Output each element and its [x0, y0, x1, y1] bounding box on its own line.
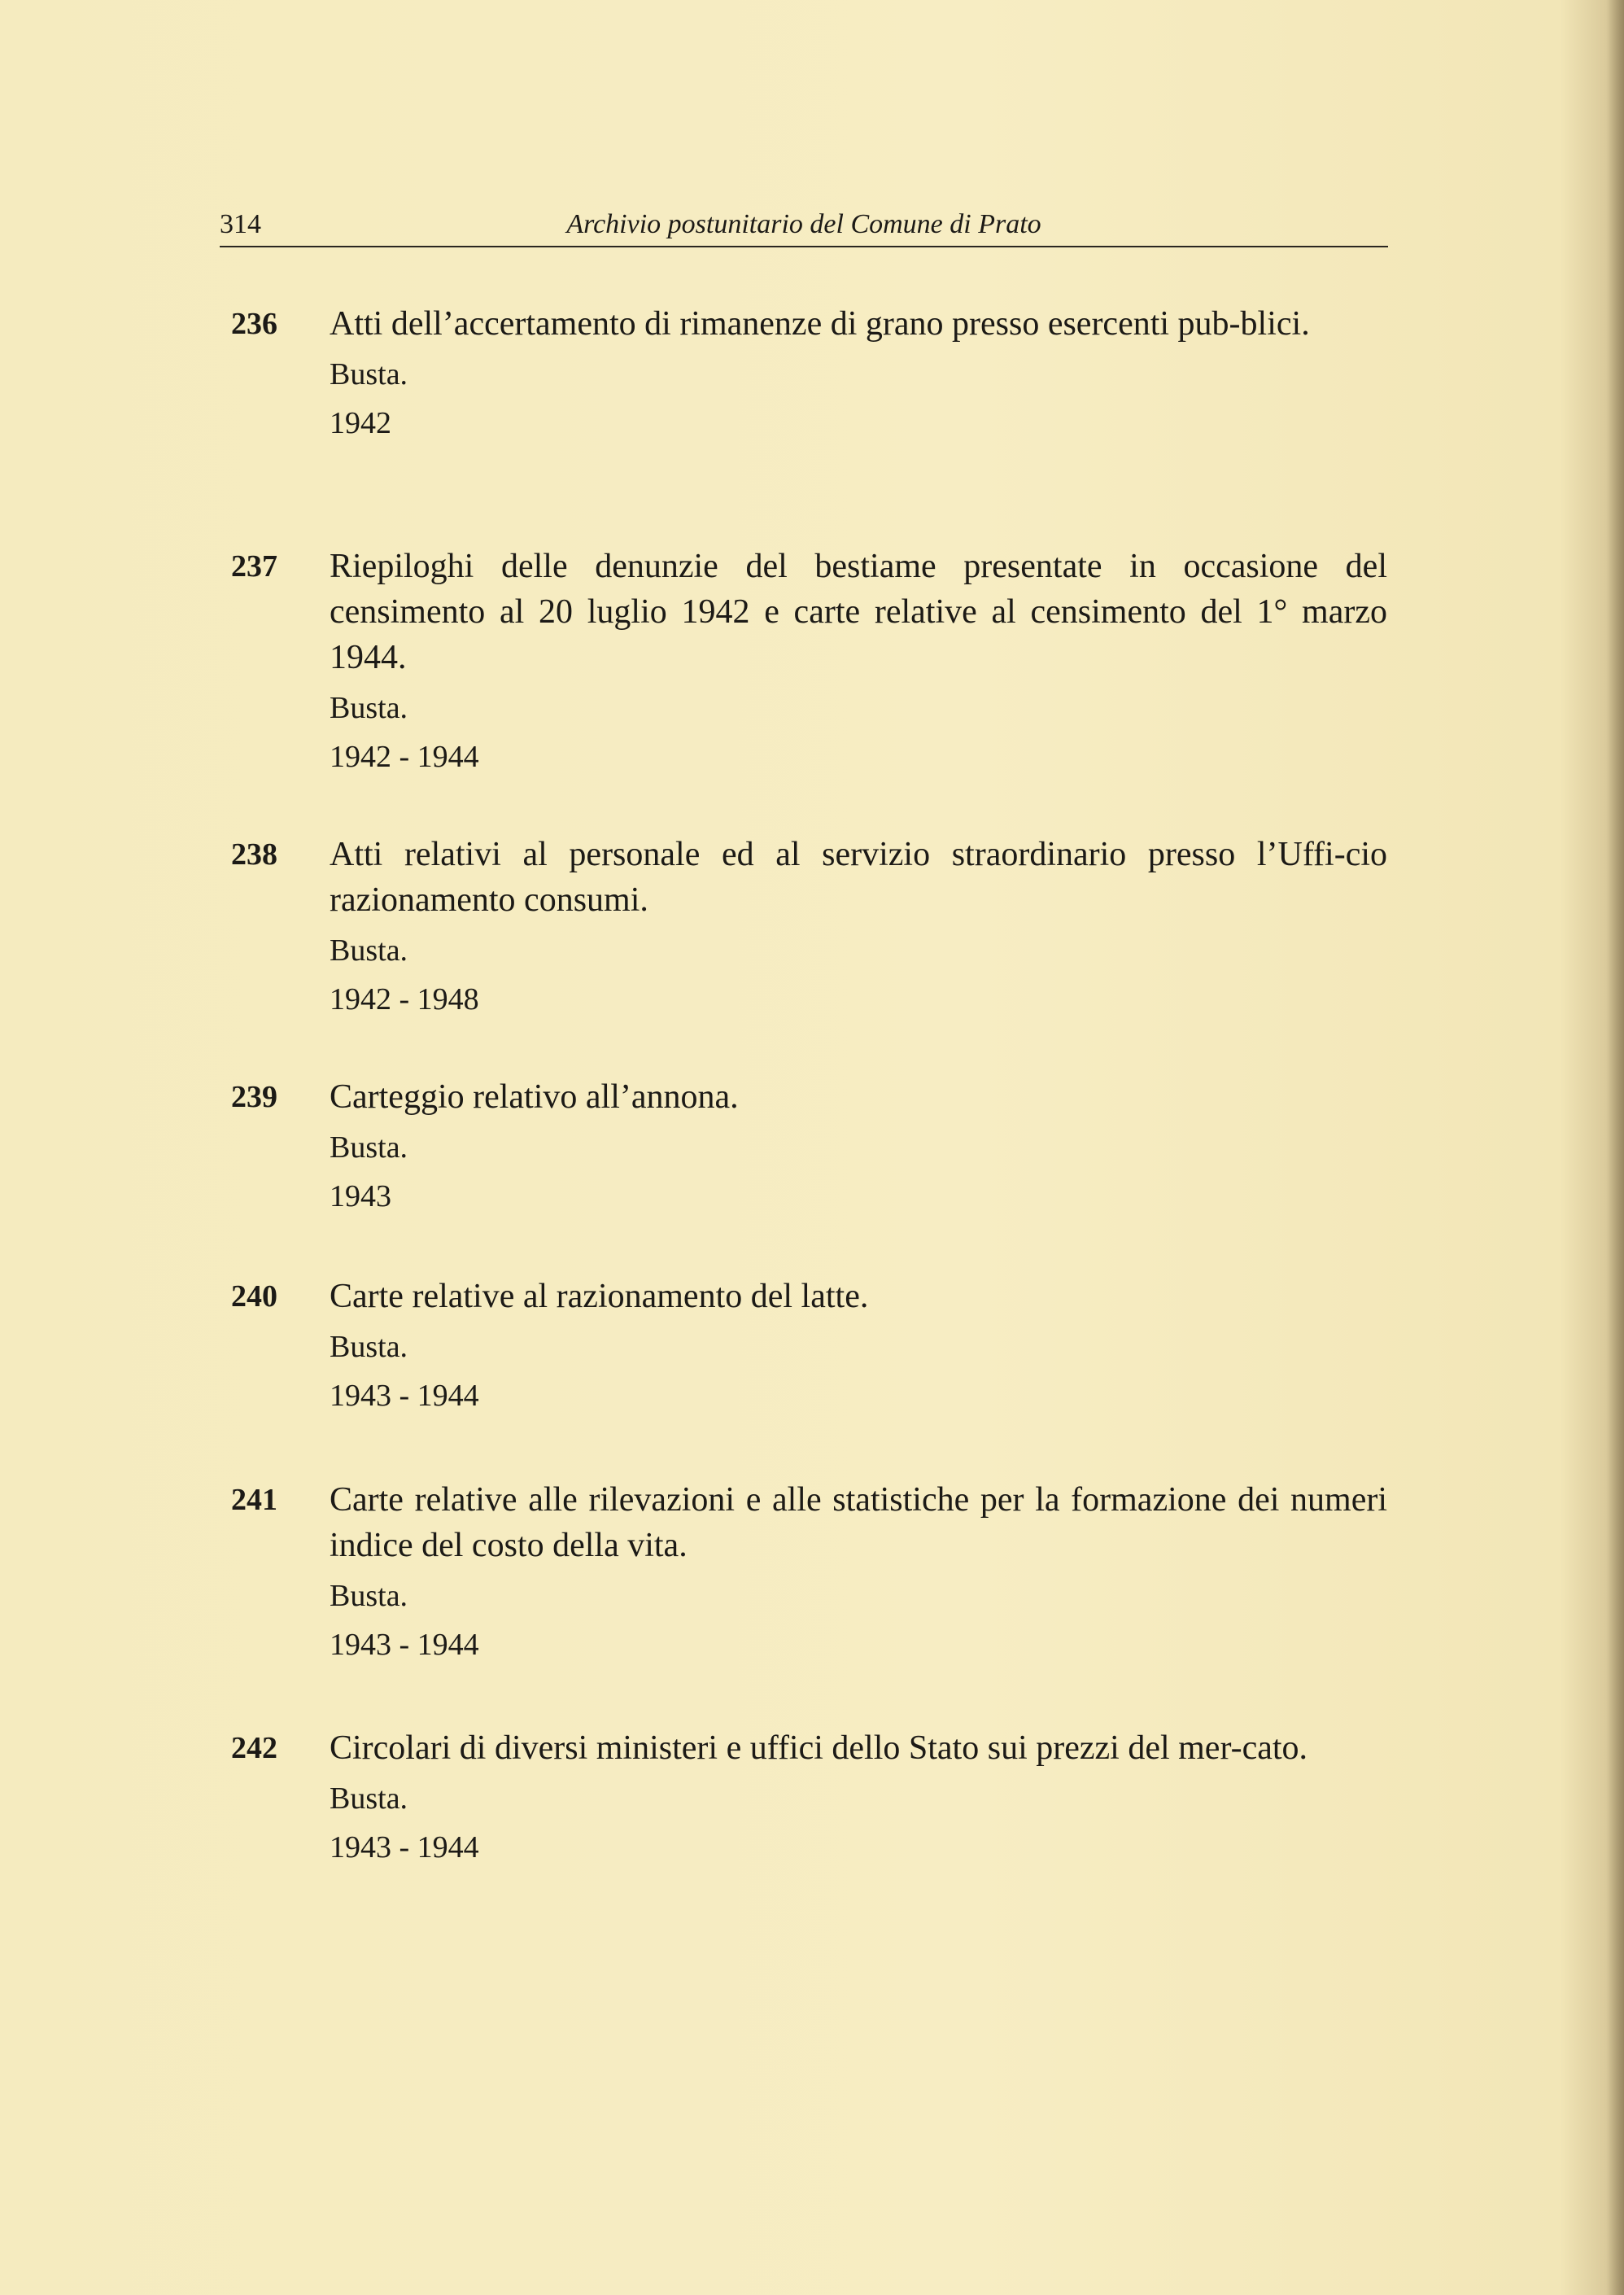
entry-body — [330, 832, 1387, 1019]
page-number: 314 — [220, 209, 261, 239]
entry-title: Atti dell’accertamento di rimanenze di grano presso esercenti pub-blici. — [330, 305, 1310, 343]
entry-body — [330, 301, 1387, 443]
entry-body — [330, 1074, 1387, 1216]
entry-type: Busta. — [330, 1130, 408, 1165]
running-header — [220, 208, 1388, 247]
entry-title: Circolari di diversi ministeri e uffici dello Stato sui prezzi del mer-cato. — [330, 1729, 1308, 1767]
entry-body — [330, 1477, 1387, 1664]
entry-dates: 1942 - 1944 — [330, 740, 479, 774]
entry-number: 241 — [231, 1483, 277, 1517]
entry-body — [330, 1725, 1387, 1867]
entry-number: 242 — [231, 1731, 277, 1765]
entry-number: 238 — [231, 837, 277, 872]
entry-body — [330, 544, 1387, 776]
entry-number: 237 — [231, 549, 277, 584]
entry-dates: 1943 — [330, 1179, 391, 1213]
entry-title: Carteggio relativo all’annona. — [330, 1078, 739, 1116]
page-edge-shadow — [1606, 0, 1624, 2295]
entry-dates: 1943 - 1944 — [330, 1830, 479, 1864]
entry-dates: 1943 - 1944 — [330, 1379, 479, 1413]
entry-type: Busta. — [330, 691, 408, 725]
entry-type: Busta. — [330, 933, 408, 968]
entry-number: 236 — [231, 307, 277, 341]
entry-title: Atti relativi al personale ed al servizio straordinario presso l’Uffi-cio razionamento consumi. — [330, 836, 1387, 919]
running-title: Archivio postunitario del Comune di Prato — [566, 209, 1041, 239]
entry-dates: 1942 - 1948 — [330, 982, 479, 1016]
entry-number: 240 — [231, 1279, 277, 1314]
entry-type: Busta. — [330, 1579, 408, 1613]
entry-dates: 1942 — [330, 406, 391, 440]
entry-title: Riepiloghi delle denunzie del bestiame presentate in occasione del censimento al 20 luglio 1942 e carte relative al censimento del 1° marzo 1944. — [330, 548, 1387, 676]
entry-type: Busta. — [330, 1330, 408, 1364]
entry-type: Busta. — [330, 1781, 408, 1816]
entry-body — [330, 1274, 1387, 1415]
entry-number: 239 — [231, 1080, 277, 1114]
entry-title: Carte relative al razionamento del latte. — [330, 1278, 869, 1315]
entry-type: Busta. — [330, 357, 408, 391]
entry-title: Carte relative alle rilevazioni e alle statistiche per la formazione dei numeri indice del costo della vita. — [330, 1481, 1387, 1564]
entry-dates: 1943 - 1944 — [330, 1628, 479, 1662]
